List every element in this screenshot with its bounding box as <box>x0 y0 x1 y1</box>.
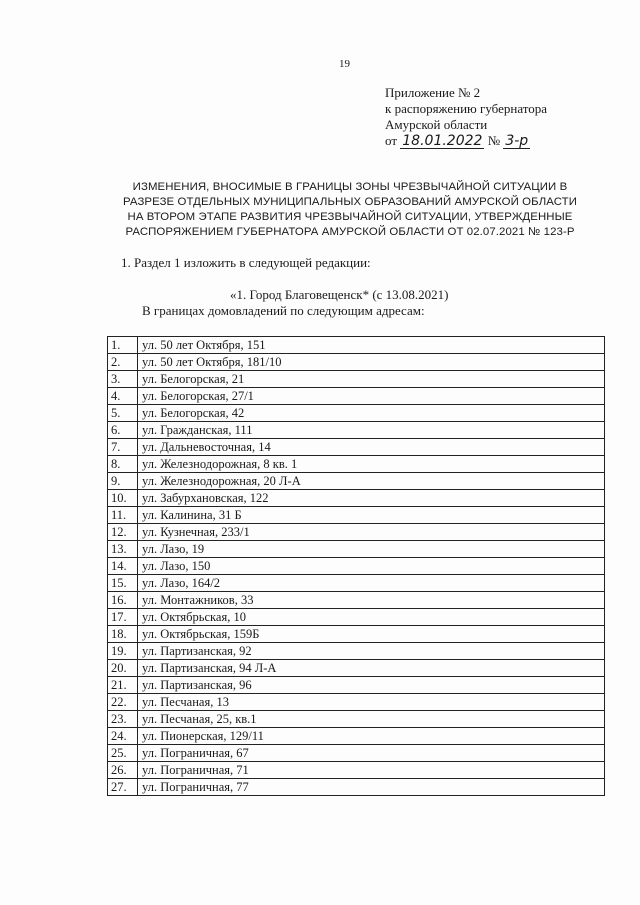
appendix-line-1: Приложение № 2 <box>385 85 481 100</box>
title-line-3: НА ВТОРОМ ЭТАПЕ РАЗВИТИЯ ЧРЕЗВЫЧАЙНОЙ СИТУАЦИИ, УТВЕРЖДЕННЫЕ <box>127 211 573 223</box>
bounds-text: В границах домовладений по следующим адресам: <box>142 303 425 318</box>
table-row <box>108 490 605 507</box>
table-row <box>108 371 605 388</box>
page-number: 19 <box>339 58 350 70</box>
row-address: ул. Октябрьская, 159Б <box>138 626 605 643</box>
row-address: ул. Лазо, 19 <box>138 541 605 558</box>
table-row <box>108 439 605 456</box>
row-number: 10. <box>108 490 138 507</box>
row-address: ул. Монтажников, 33 <box>138 592 605 609</box>
row-address: ул. Белогорская, 21 <box>138 371 605 388</box>
row-number: 20. <box>108 660 138 677</box>
table-row <box>108 643 605 660</box>
appendix-line-2: к распоряжению губернатора <box>385 101 548 116</box>
row-number: 12. <box>108 524 138 541</box>
table-row <box>108 575 605 592</box>
row-number: 7. <box>108 439 138 456</box>
row-address: ул. Калинина, 31 Б <box>138 507 605 524</box>
table-row <box>108 728 605 745</box>
row-number: 3. <box>108 371 138 388</box>
row-address: ул. Пограничная, 71 <box>138 762 605 779</box>
table-row <box>108 745 605 762</box>
row-number: 26. <box>108 762 138 779</box>
row-address: ул. Партизанская, 96 <box>138 677 605 694</box>
title-line-1: ИЗМЕНЕНИЯ, ВНОСИМЫЕ В ГРАНИЦЫ ЗОНЫ ЧРЕЗВЫЧАЙНОЙ СИТУАЦИИ В <box>132 181 568 193</box>
table-row <box>108 626 605 643</box>
row-address: ул. Октябрьская, 10 <box>138 609 605 626</box>
row-number: 19. <box>108 643 138 660</box>
row-number: 23. <box>108 711 138 728</box>
row-number: 25. <box>108 745 138 762</box>
row-address: ул. Партизанская, 94 Л-А <box>138 660 605 677</box>
handwritten-number: 3-р <box>505 133 529 149</box>
row-address: ул. Железнодорожная, 20 Л-А <box>138 473 605 490</box>
row-number: 2. <box>108 354 138 371</box>
address-table-body <box>108 337 605 796</box>
row-address: ул. Пионерская, 129/11 <box>138 728 605 745</box>
address-table <box>107 336 605 796</box>
row-number: 13. <box>108 541 138 558</box>
table-row <box>108 405 605 422</box>
table-row <box>108 694 605 711</box>
table-row <box>108 473 605 490</box>
date-prefix: от <box>385 133 398 148</box>
table-row <box>108 660 605 677</box>
appendix-line-3: Амурской области <box>385 117 488 132</box>
row-address: ул. Песчаная, 25, кв.1 <box>138 711 605 728</box>
row-address: ул. Кузнечная, 233/1 <box>138 524 605 541</box>
row-address: ул. Партизанская, 92 <box>138 643 605 660</box>
row-number: 21. <box>108 677 138 694</box>
table-row <box>108 337 605 354</box>
row-number: 5. <box>108 405 138 422</box>
table-row <box>108 422 605 439</box>
title-line-4: РАСПОРЯЖЕНИЕМ ГУБЕРНАТОРА АМУРСКОЙ ОБЛАСТИ ОТ 02.07.2021 № 123-Р <box>125 226 575 238</box>
row-number: 14. <box>108 558 138 575</box>
document-title <box>100 180 600 240</box>
row-address: ул. Забурхановская, 122 <box>138 490 605 507</box>
table-row <box>108 711 605 728</box>
row-number: 17. <box>108 609 138 626</box>
row-address: ул. Белогорская, 27/1 <box>138 388 605 405</box>
table-row <box>108 541 605 558</box>
row-address: ул. 50 лет Октября, 151 <box>138 337 605 354</box>
row-number: 22. <box>108 694 138 711</box>
table-row <box>108 558 605 575</box>
title-line-2: РАЗРЕЗЕ ОТДЕЛЬНЫХ МУНИЦИПАЛЬНЫХ ОБРАЗОВАНИЙ АМУРСКОЙ ОБЛАСТИ <box>122 196 578 208</box>
table-row <box>108 456 605 473</box>
row-number: 8. <box>108 456 138 473</box>
appendix-header <box>385 85 547 149</box>
row-address: ул. Гражданская, 111 <box>138 422 605 439</box>
row-address: ул. Железнодорожная, 8 кв. 1 <box>138 456 605 473</box>
number-prefix: № <box>487 133 501 148</box>
section-heading: 1. Раздел 1 изложить в следующей редакции: <box>121 255 371 270</box>
row-address: ул. Дальневосточная, 14 <box>138 439 605 456</box>
table-row <box>108 609 605 626</box>
row-address: ул. Лазо, 164/2 <box>138 575 605 592</box>
row-address: ул. Пограничная, 67 <box>138 745 605 762</box>
row-number: 24. <box>108 728 138 745</box>
row-number: 4. <box>108 388 138 405</box>
row-address: ул. 50 лет Октября, 181/10 <box>138 354 605 371</box>
row-address: ул. Белогорская, 42 <box>138 405 605 422</box>
row-number: 6. <box>108 422 138 439</box>
table-row <box>108 388 605 405</box>
row-number: 9. <box>108 473 138 490</box>
row-address: ул. Песчаная, 13 <box>138 694 605 711</box>
row-number: 18. <box>108 626 138 643</box>
row-number: 1. <box>108 337 138 354</box>
table-row <box>108 779 605 796</box>
table-row <box>108 354 605 371</box>
table-row <box>108 677 605 694</box>
table-row <box>108 524 605 541</box>
table-row <box>108 592 605 609</box>
row-number: 15. <box>108 575 138 592</box>
row-number: 11. <box>108 507 138 524</box>
appendix-date-line <box>385 133 547 149</box>
table-row <box>108 762 605 779</box>
table-row <box>108 507 605 524</box>
row-number: 16. <box>108 592 138 609</box>
row-address: ул. Лазо, 150 <box>138 558 605 575</box>
row-number: 27. <box>108 779 138 796</box>
city-heading: «1. Город Благовещенск* (с 13.08.2021) <box>230 287 449 302</box>
handwritten-date: 18.01.2022 <box>402 133 483 149</box>
row-address: ул. Пограничная, 77 <box>138 779 605 796</box>
